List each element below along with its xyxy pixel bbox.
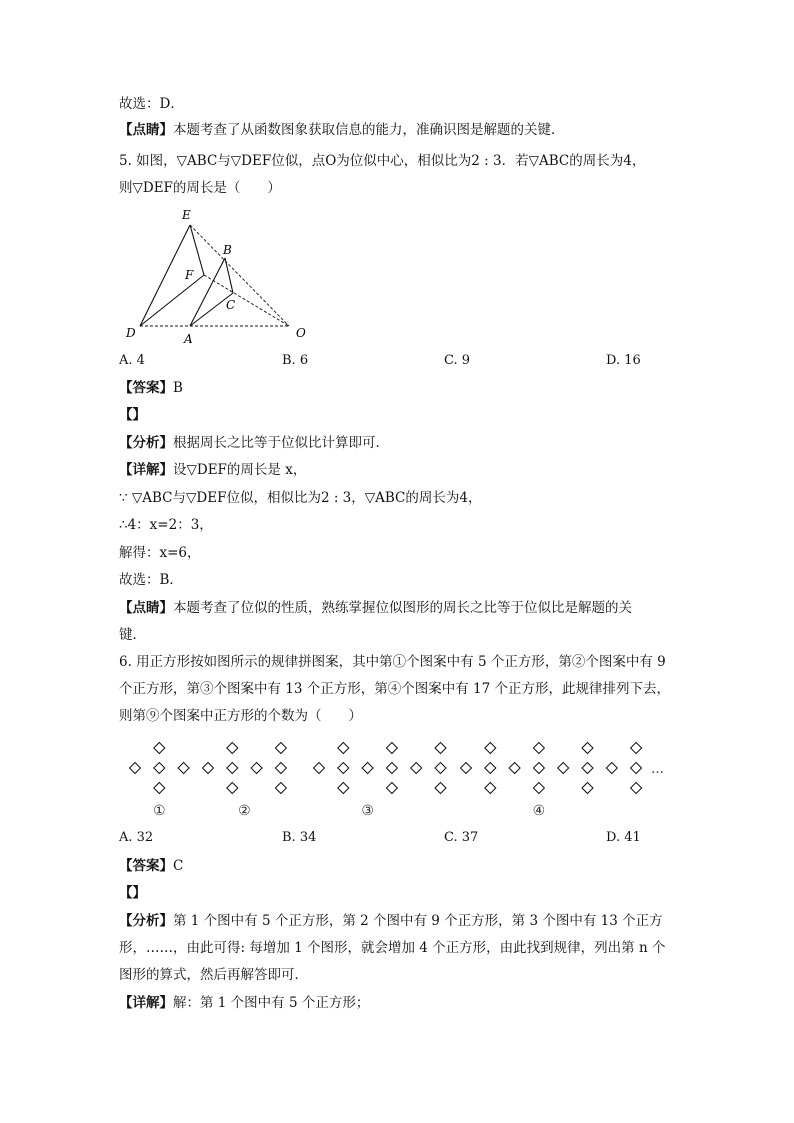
option-a: A. 4 bbox=[119, 353, 145, 368]
square-shape bbox=[275, 783, 286, 794]
square-shape bbox=[631, 763, 642, 774]
square-shape bbox=[435, 763, 446, 774]
question-6-cont: 个正方形，第③个图案中有 13 个正方形，第④个图案中有 17 个正方形，此规律排列下去， bbox=[119, 681, 671, 697]
question-6-cont: 则第⑨个图案中正方形的个数为（ ） bbox=[119, 708, 362, 724]
detail-line: 【详解】解：第 1 个图中有 5 个正方形； bbox=[119, 995, 370, 1011]
square-shape bbox=[485, 783, 496, 794]
detail-line: 【详解】设▽DEF的周长是 x， bbox=[119, 462, 307, 478]
square-shape bbox=[154, 763, 165, 774]
question-5-cont: 则▽DEF的周长是（ ） bbox=[119, 180, 281, 196]
analysis-line: 【分析】第 1 个图中有 5 个正方形，第 2 个图中有 9 个正方形，第 3 个图中有 13 个正方 bbox=[119, 913, 663, 929]
square-shape bbox=[582, 763, 593, 774]
option-d: D. 41 bbox=[606, 830, 641, 845]
label-D: D bbox=[126, 326, 136, 340]
empty-bracket: 【】 bbox=[119, 407, 146, 423]
square-shape bbox=[275, 743, 286, 754]
square-shape bbox=[558, 763, 569, 774]
square-shape bbox=[178, 763, 189, 774]
square-shape bbox=[461, 763, 472, 774]
square-shape bbox=[435, 783, 446, 794]
square-shape bbox=[154, 783, 165, 794]
option-c: C. 37 bbox=[444, 830, 479, 845]
homothety-figure bbox=[119, 205, 319, 350]
option-d: D. 16 bbox=[606, 353, 641, 368]
square-shape bbox=[533, 783, 544, 794]
pattern-number-label: ① bbox=[153, 803, 166, 819]
option-b: B. 34 bbox=[282, 830, 317, 845]
square-shape bbox=[386, 743, 397, 754]
option-b: B. 6 bbox=[282, 353, 309, 368]
square-shape bbox=[314, 763, 325, 774]
solve-line: 解得：x=6， bbox=[119, 545, 201, 561]
question-6: 6. 用正方形按如图所示的规律拼图案，其中第①个图案中有 5 个正方形，第②个图案中有 9 bbox=[119, 654, 666, 670]
square-shape bbox=[509, 763, 520, 774]
empty-bracket: 【】 bbox=[119, 885, 146, 901]
square-pattern-figure bbox=[119, 735, 679, 820]
option-c: C. 9 bbox=[444, 353, 471, 368]
square-shape bbox=[251, 763, 262, 774]
square-shape bbox=[203, 763, 214, 774]
therefore-line: ∴4：x=2：3， bbox=[119, 517, 213, 533]
choice-line: 故选：B． bbox=[119, 572, 183, 588]
label-B: B bbox=[223, 243, 232, 257]
square-shape bbox=[130, 763, 141, 774]
pattern-number-label: ④ bbox=[532, 803, 546, 819]
answer-line: 【答案】B bbox=[119, 380, 183, 396]
square-shape bbox=[275, 763, 286, 774]
answer-line: 【答案】C bbox=[119, 858, 184, 874]
square-shape bbox=[582, 743, 593, 754]
comment-line: 【点睛】本题考查了位似的性质，熟练掌握位似图形的周长之比等于位似比是解题的关 bbox=[119, 600, 632, 616]
square-shape bbox=[435, 743, 446, 754]
square-shape bbox=[485, 743, 496, 754]
square-shape bbox=[227, 763, 238, 774]
square-shape bbox=[386, 783, 397, 794]
ellipsis: … bbox=[651, 762, 664, 777]
text-line: 【点睛】本题考查了从函数图象获取信息的能力，准确识图是解题的关键． bbox=[119, 122, 565, 138]
square-shape bbox=[411, 763, 422, 774]
option-a: A. 32 bbox=[119, 830, 154, 845]
comment-line-cont: 键． bbox=[119, 627, 146, 643]
label-F: F bbox=[185, 268, 194, 282]
square-shape bbox=[362, 763, 373, 774]
label-A: A bbox=[184, 332, 193, 346]
square-shape bbox=[485, 763, 496, 774]
analysis-line: 【分析】根据周长之比等于位似比计算即可． bbox=[119, 435, 389, 451]
square-shape bbox=[338, 783, 349, 794]
text-line: 故选：D． bbox=[119, 96, 184, 112]
square-shape bbox=[386, 763, 397, 774]
square-shape bbox=[154, 743, 165, 754]
analysis-line-cont: 形，……，由此可得: 每增加 1 个图形，就会增加 4 个正方形，由此找到规律，列出第 n 个 bbox=[119, 940, 666, 956]
square-shape bbox=[227, 783, 238, 794]
square-shape bbox=[338, 763, 349, 774]
label-C: C bbox=[226, 298, 236, 312]
square-shape bbox=[338, 743, 349, 754]
square-shape bbox=[227, 743, 238, 754]
section-tag: 【点睛】 bbox=[119, 122, 173, 138]
square-shape bbox=[533, 763, 544, 774]
label-O: O bbox=[296, 326, 306, 340]
because-line: ∵ ▽ABC与▽DEF位似，相似比为2 : 3，▽ABC的周长为4， bbox=[119, 490, 482, 506]
pattern-number-label: ② bbox=[238, 803, 251, 819]
label-E: E bbox=[182, 208, 191, 222]
square-shape bbox=[606, 763, 617, 774]
question-5: 5. 如图，▽ABC与▽DEF位似，点O为位似中心，相似比为2 : 3．若▽ABC的周长为4， bbox=[119, 153, 646, 169]
pattern-number-label: ③ bbox=[361, 803, 374, 819]
analysis-line-cont: 图形的算式，然后再解答即可． bbox=[119, 967, 308, 983]
square-shape bbox=[533, 743, 544, 754]
square-shape bbox=[631, 783, 642, 794]
square-shape bbox=[631, 743, 642, 754]
square-shape bbox=[582, 783, 593, 794]
